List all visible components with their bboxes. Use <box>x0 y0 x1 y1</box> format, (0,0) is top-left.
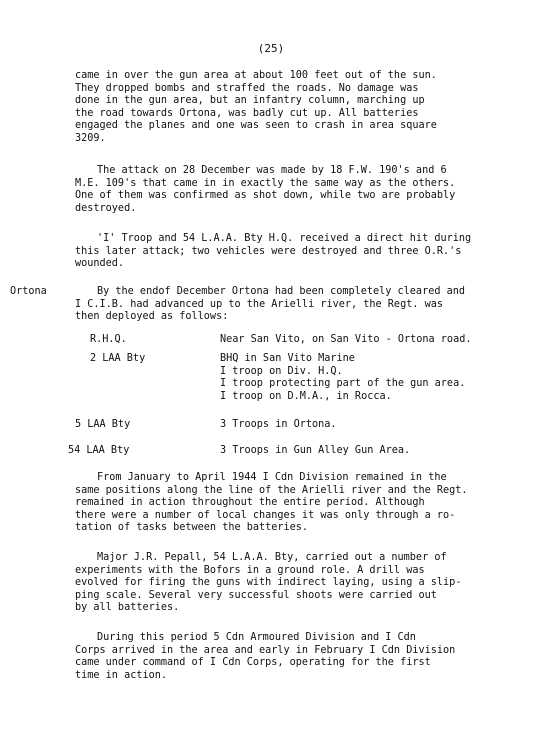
paragraph-bofors-experiments <box>75 552 525 615</box>
text-line: destroyed. <box>75 202 137 214</box>
text-line: During this period 5 Cdn Armoured Division and I Cdn <box>97 632 416 643</box>
text-line: Major J.R. Pepall, 54 L.A.A. Bty, carried out a number of <box>97 552 447 563</box>
unit-label: 54 LAA Bty <box>68 445 130 456</box>
text-line: tation of tasks between the batteries. <box>75 522 309 534</box>
text-line: same positions along the line of the Arielli river and the Regt. <box>75 484 468 496</box>
text-line: 'I' Troop and 54 L.A.A. Bty H.Q. received a direct hit during <box>97 233 472 244</box>
text-line: ping scale. Several very successful shoots were carried out <box>75 589 437 601</box>
text-line: by all batteries. <box>75 602 180 614</box>
paragraph-december-attack <box>75 165 525 215</box>
paragraph-cdn-corps-arrival <box>75 632 525 682</box>
unit-location: 3 Troops in Gun Alley Gun Area. <box>220 445 411 456</box>
text-line: came under command of I Cdn Corps, operating for the first <box>75 657 431 669</box>
text-line: evolved for firing the guns with indirect laying, using a slip- <box>75 577 462 589</box>
text-line: the road towards Ortona, was badly cut up. All batteries <box>75 107 419 119</box>
text-line: this later attack; two vehicles were destroyed and three O.R.'s <box>75 245 462 257</box>
text-line: there were a number of local changes it was only through a ro- <box>75 509 456 521</box>
unit-location: 3 Troops in Ortona. <box>220 419 337 430</box>
unit-label: R.H.Q. <box>90 334 127 345</box>
text-line: By the endof December Ortona had been completely cleared and <box>97 286 466 297</box>
text-line: They dropped bombs and straffed the roads. No damage was <box>75 82 419 94</box>
unit-location: Near San Vito, on San Vito - Ortona road. <box>220 334 472 345</box>
text-line: engaged the planes and one was seen to crash in area square <box>75 120 437 132</box>
text-line: experiments with the Bofors in a ground role. A drill was <box>75 564 425 576</box>
text-line: came in over the gun area at about 100 feet out of the sun. <box>75 70 437 81</box>
text-line: I troop on Div. H.Q. <box>220 365 343 377</box>
text-line: wounded. <box>75 258 125 270</box>
text-line: I troop protecting part of the gun area. <box>220 378 466 390</box>
unit-label: 5 LAA Bty <box>75 419 131 430</box>
margin-heading: Ortona <box>10 286 47 297</box>
paragraph-air-attack <box>75 70 525 146</box>
text-line: One of them was confirmed as shot down, while two are probably <box>75 190 456 202</box>
text-line: M.E. 109's that came in in exactly the same way as the others. <box>75 177 456 189</box>
text-line: then deployed as follows: <box>75 311 229 323</box>
text-line: time in action. <box>75 669 168 681</box>
paragraph-deployment-intro <box>75 286 525 324</box>
text-line: I C.I.B. had advanced up to the Arielli river, the Regt. was <box>75 298 444 310</box>
paragraph-direct-hit <box>75 233 525 271</box>
text-line: The attack on 28 December was made by 18 F.W. 190's and 6 <box>97 165 447 176</box>
unit-label: 2 LAA Bty <box>90 353 146 364</box>
page-number: (25) <box>257 42 285 55</box>
text-line: From January to April 1944 I Cdn Division remained in the <box>97 472 447 483</box>
text-line: done in the gun area, but an infantry column, marching up <box>75 95 425 107</box>
text-line: Corps arrived in the area and early in February I Cdn Division <box>75 644 456 656</box>
paragraph-jan-april-1944 <box>75 472 525 535</box>
text-line: remained in action throughout the entire period. Although <box>75 497 425 509</box>
text-line: I troop on D.M.A., in Rocca. <box>220 390 392 402</box>
unit-location-list <box>220 353 465 403</box>
text-line: BHQ in San Vito Marine <box>220 353 355 364</box>
text-line: 3209. <box>75 132 106 144</box>
